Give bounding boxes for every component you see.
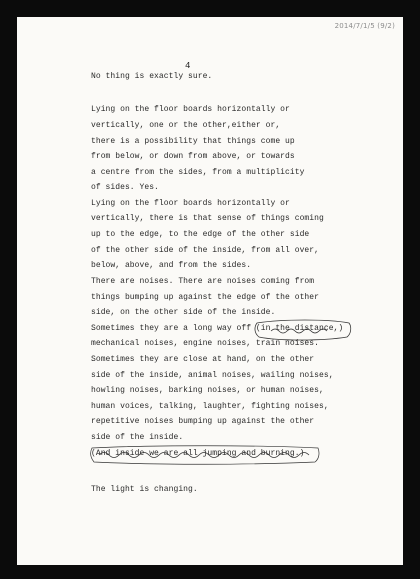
text-line: No thing is exactly sure. <box>91 72 213 81</box>
text-line: There are noises. There are noises coming from <box>91 277 315 286</box>
text-line: below, above, and from the sides. <box>91 261 252 270</box>
text-line: repetitive noises bumping up against the other <box>91 417 315 426</box>
text-line: a centre from the sides, from a multiplicity <box>91 168 305 177</box>
text-line: things bumping up against the edge of the other <box>91 293 319 302</box>
document-page <box>17 17 403 565</box>
text-line: there is a possibility that things come up <box>91 137 295 146</box>
text-line: vertically, there is that sense of things coming <box>91 214 324 223</box>
text-line: human voices, talking, laughter, fighting noises, <box>91 402 329 411</box>
text-line: The light is changing. <box>91 485 198 494</box>
text-line: up to the edge, to the edge of the other side <box>91 230 310 239</box>
text-line-struck: (And inside we are all jumping and burning.) <box>91 449 305 458</box>
text-line: Sometimes they are a long way off (in the distance,) <box>91 324 344 333</box>
text-line: from below, or down from above, or towards <box>91 152 295 161</box>
text-line: Lying on the floor boards horizontally or <box>91 105 290 114</box>
text-line: vertically, one or the other,either or, <box>91 121 281 130</box>
text-line: Lying on the floor boards horizontally or <box>91 199 290 208</box>
text-line: side of the inside, animal noises, wailing noises, <box>91 371 334 380</box>
text-line: side of the inside. <box>91 433 184 442</box>
text-line: howling noises, barking noises, or human noises, <box>91 386 324 395</box>
text-line: side, on the other side of the inside. <box>91 308 276 317</box>
text-line: Sometimes they are close at hand, on the other <box>91 355 315 364</box>
text-line: of the other side of the inside, from all over, <box>91 246 319 255</box>
text-line: of sides. Yes. <box>91 183 159 192</box>
text-line: mechanical noises, engine noises, train noises. <box>91 339 319 348</box>
page-number: 4 <box>185 61 191 71</box>
archive-reference: 2014/7/1/5 (9/2) <box>334 22 395 30</box>
